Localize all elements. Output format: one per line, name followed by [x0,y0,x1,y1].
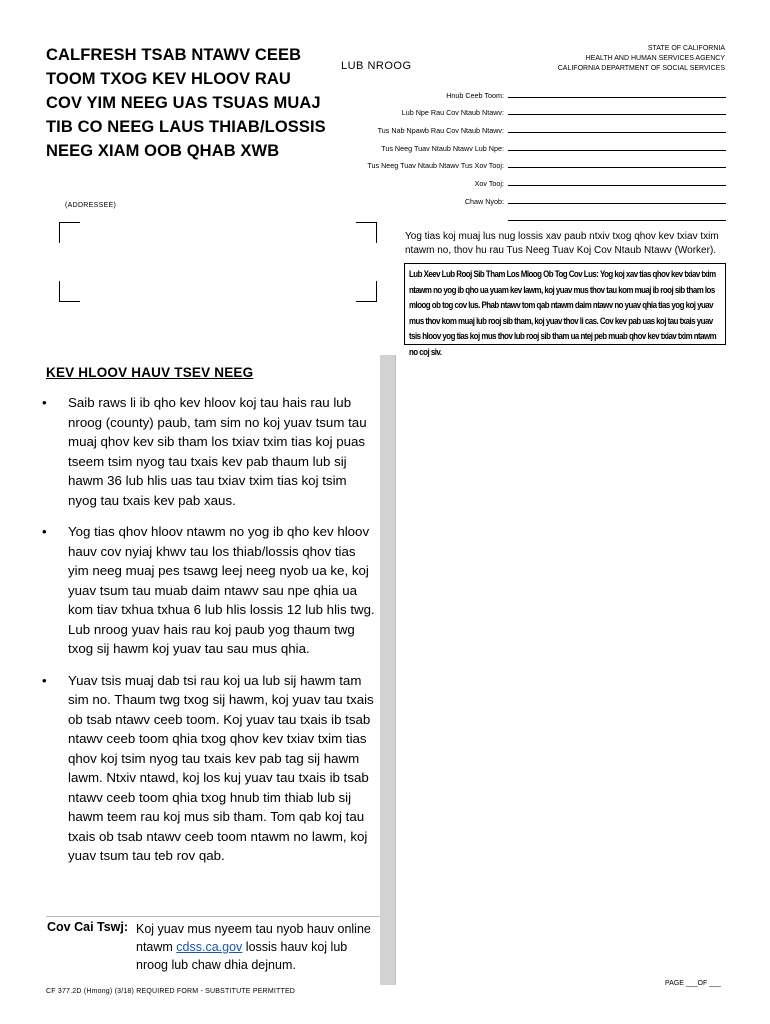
regulations-text: Koj yuav mus nyeem tau nyob hauv online ntawm cdss.ca.gov lossis hauv koj lub nroog lub chaw dhia dejnum. [136,922,371,972]
address-window-corner [356,281,377,302]
field-worker-name[interactable]: Tus Neeg Tuav Ntaub Ntawv Lub Npe: [330,135,726,153]
hearing-notice-box [404,263,726,357]
field-case-number[interactable]: Tus Nab Npawb Rau Cov Ntaub Ntawv: [330,117,726,135]
column-divider [395,355,396,985]
field-phone[interactable]: Xov Tooj: [330,170,726,188]
section-divider [46,916,380,917]
agency-line-department: CALIFORNIA DEPARTMENT OF SOCIAL SERVICES [557,65,725,72]
address-window-corner [59,281,80,302]
page-number: PAGE ___OF ___ [665,980,721,987]
cdss-link[interactable]: cdss.ca.gov [176,940,243,954]
county-label: LUB NROOG [341,60,412,72]
address-window-corner [59,222,80,243]
field-address-line-2[interactable] [330,206,726,223]
contact-worker-note: Yog tias koj muaj lus nug lossis xav paub ntxiv txog qhov kev txiav txim ntawm no, thov hu rau Tus Neeg Tuav Koj Cov Ntaub Ntawv (Worker). [405,231,719,256]
field-worker-phone[interactable]: Tus Neeg Tuav Ntaub Ntawv Tus Xov Tooj: [330,153,726,171]
list-item: • Saib raws li ib qho kev hloov koj tau hais rau lub nroog (county) paub, tam sim no koj yuav tsum tau muaj qhov kev sib tham los txiav txim tias koj puas tseem tsim nyog tau txais kev pab thaum lub sij hawm 36 lub hlis uas tau txiav txim tias koj tsim nyog tau txais kev pab xaus. [42,395,367,508]
agency-line-state: STATE OF CALIFORNIA [647,45,725,52]
regulations-label: Cov Cai Tswj: [47,920,129,934]
document-title: CALFRESH TSAB NTAWV CEEB TOOM TXOG KEV HLOOV RAU COV YIM NEEG UAS TSUAS MUAJ TIB CO NEEG LAUS THIAB/LOSSIS NEEG XIAM OOB QHAB XWB [46,46,326,160]
bullet-icon: • [42,672,47,688]
agency-block [558,44,725,74]
addressee-label: (ADDRESSEE) [65,202,117,209]
field-case-name[interactable]: Lub Npe Rau Cov Ntaub Ntawv: [330,100,726,118]
field-address[interactable]: Chaw Nyob: [330,188,726,206]
case-info-fields [330,82,726,223]
column-shade [380,355,395,985]
hearing-notice-text: Lub Xeev Lub Rooj Sib Tham Los Mloog Ob Tog Cov Lus: Yog koj xav tias qhov kev txiav txim ntawm no yog ib qho ua yuam kev lawm, koj yuav mus thov tau kom muaj ib rooj sib tham los mloog ob tog cov lus. Phab ntawv tom qab ntawm daim ntawv no yuav qhia tias yog koj yuav mus thov kom muaj lub rooj sib tham, koj yuav thov li cas. Cov kev pab uas koj tau txais yuav tsis hloov yog tias koj mus thov lub rooj sib tham ua ntej peb muab qhov kev txiav txim ntawm no coj siv. [409,269,717,357]
field-notice-date[interactable]: Hnub Ceeb Toom: [330,82,726,100]
list-item: • Yog tias qhov hloov ntawm no yog ib qho kev hloov hauv cov nyiaj khwv tau los thiab/lossis qhov tias yim neeg muaj pes tsawg leej neeg nyob ua ke, koj yuav tsum tau muab daim ntawv sau npe qhia ua kom tiav txhua txhua 6 lub hlis lossis 12 lub hlis twg. Lub nroog yuav hais rau koj paub yog thaum twg txog sij hawm koj yuav tau sau mus qhia. [42,524,375,656]
section-title: KEV HLOOV HAUV TSEV NEEG [46,365,254,380]
address-window-corner [356,222,377,243]
list-item: • Yuav tsis muaj dab tsi rau koj ua lub sij hawm tam sim no. Thaum twg txog sij hawm, koj yuav tau txais ob tsab ntawv ceeb toom. Koj yuav tau txais ib tsab ntawv ceeb toom qhia txog qhov kev txiav txim tias qhov koj tsim nyog tau txais kev pab tag sij hawm lawm. Ntxiv ntawd, koj los kuj yuav tau txais ib tsab ntawv ceeb toom qhia txog hnub tim thiab lub sij hawm teem rau koj mus sib tham. Tom qab koj tau txais ob tsab ntawv ceeb toom ntawm no lawm, koj yuav tsum tau teb rov qab. [42,672,374,863]
bullet-icon: • [42,395,47,410]
bullet-icon: • [42,524,47,539]
bullet-list [40,393,375,878]
agency-line-agency: HEALTH AND HUMAN SERVICES AGENCY [585,55,725,62]
form-id: CF 377.2D (Hmong) (3/18) REQUIRED FORM - SUBSTITUTE PERMITTED [46,988,296,995]
